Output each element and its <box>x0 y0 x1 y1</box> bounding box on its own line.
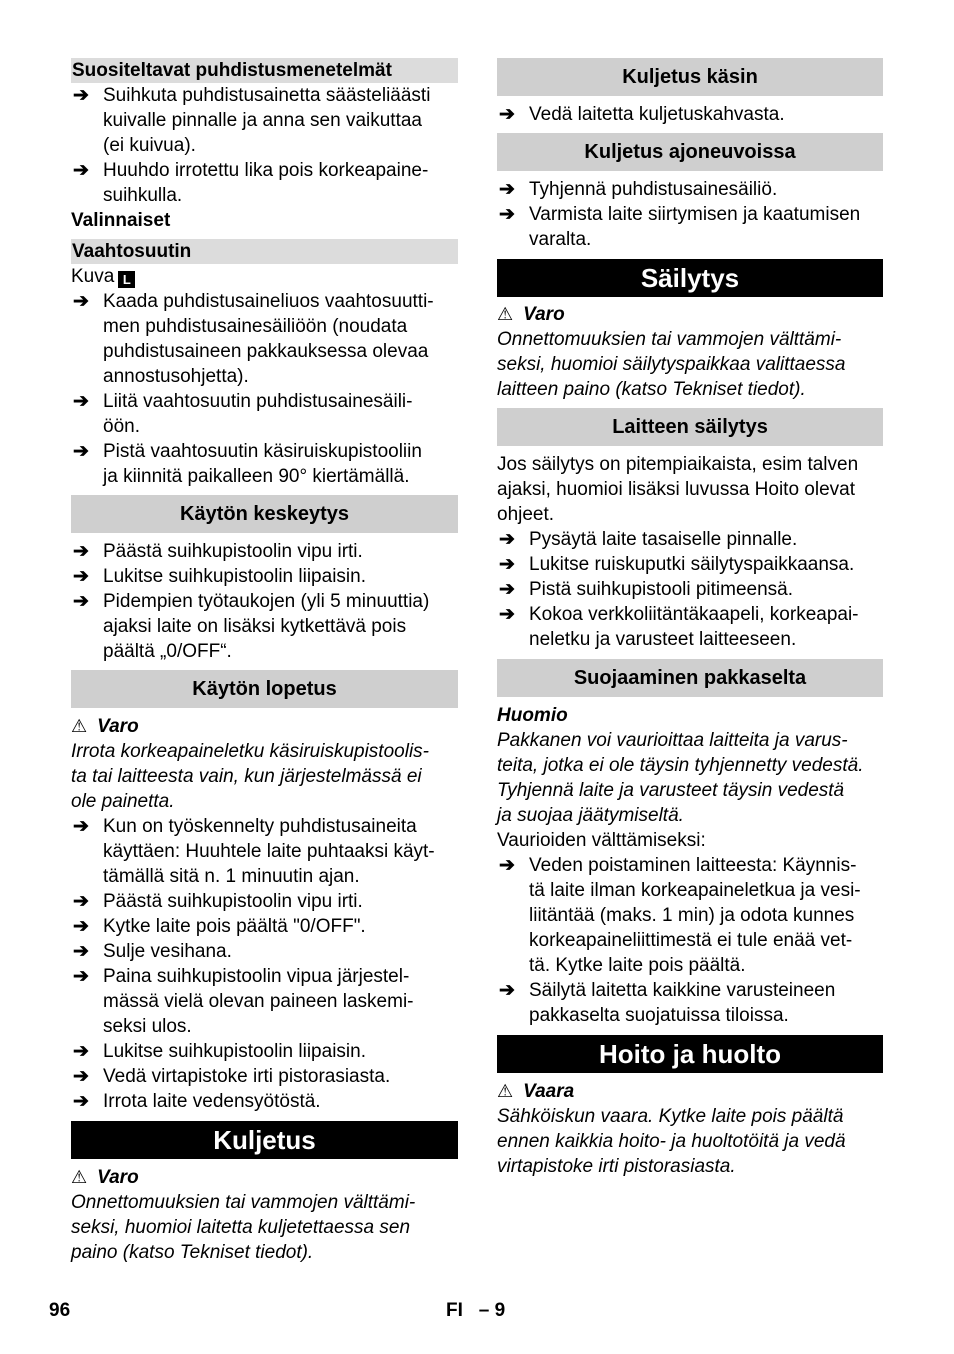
list-item-line: seksi ulos. <box>103 1016 192 1037</box>
list-item <box>71 539 458 564</box>
list-item-line: Liitä vaahtosuutin puhdistusainesäili- <box>103 391 413 412</box>
list-item-line: puhdistusaineen pakkauksessa olevaa <box>103 341 429 362</box>
list-item-line: käyttäen: Huuhtele laite puhtaaksi käyt- <box>103 841 435 862</box>
list-item <box>71 389 458 439</box>
care-warning-heading <box>497 1079 883 1104</box>
list-item-line: Pistä suihkupistooli pitimeensä. <box>529 579 794 600</box>
list-item <box>497 552 883 577</box>
list-item-line: Varmista laite siirtymisen ja kaatumisen <box>529 204 861 225</box>
subheading-optional: Valinnaiset <box>71 210 171 231</box>
section-heading-frost: Suojaaminen pakkaselta <box>497 659 883 697</box>
text-line: ole painetta. <box>71 791 175 812</box>
section-heading-foam: Vaahtosuutin <box>71 239 458 264</box>
list-item-line: Paina suihkupistoolin vipua järjestel- <box>103 966 410 987</box>
list-item-line: men puhdistusainesäiliöön (noudata <box>103 316 408 337</box>
warning-icon: ⚠ <box>71 716 88 736</box>
foam-list <box>71 289 458 489</box>
arrow-right-icon: ➔ <box>73 966 89 987</box>
list-item-line: Lukitse suihkupistoolin liipaisin. <box>103 1041 366 1062</box>
transport-warning-text <box>71 1190 458 1265</box>
stop-list <box>71 814 458 1114</box>
frost-note-text <box>497 728 883 828</box>
frost-list <box>497 853 883 1028</box>
list-item-line: Päästä suihkupistoolin vipu irti. <box>103 891 363 912</box>
page-number: 96 <box>49 1300 71 1321</box>
arrow-right-icon: ➔ <box>499 204 515 225</box>
chapter-heading-care: Hoito ja huolto <box>497 1035 883 1073</box>
list-item <box>497 527 883 552</box>
arrow-right-icon: ➔ <box>73 441 89 462</box>
arrow-right-icon: ➔ <box>499 104 515 125</box>
list-item <box>497 102 883 127</box>
list-item <box>71 964 458 1039</box>
text-line: Pakkanen voi vaurioittaa laitteita ja varus- <box>497 730 848 751</box>
list-item-line: Kun on työskennelty puhdistusaineita <box>103 816 417 837</box>
list-item-line: Pistä vaahtosuutin käsiruiskupistooliin <box>103 441 422 462</box>
section-heading-vehicle-transport: Kuljetus ajoneuvoissa <box>497 133 883 171</box>
list-item <box>497 577 883 602</box>
arrow-right-icon: ➔ <box>73 1066 89 1087</box>
section-heading-recommended: Suositeltavat puhdistusmenetelmät <box>71 58 458 83</box>
arrow-right-icon: ➔ <box>499 604 515 625</box>
device-storage-list <box>497 527 883 652</box>
list-item-line: Vedä laitetta kuljetuskahvasta. <box>529 104 785 125</box>
transport-warning-heading <box>71 1165 458 1190</box>
stop-warning-heading <box>71 714 458 739</box>
arrow-right-icon: ➔ <box>73 391 89 412</box>
arrow-right-icon: ➔ <box>73 941 89 962</box>
arrow-right-icon: ➔ <box>73 816 89 837</box>
right-column <box>497 58 883 1179</box>
list-item-line: öön. <box>103 416 140 437</box>
list-item-line: Kaada puhdistusaineliuos vaahtosuutti- <box>103 291 434 312</box>
storage-warning-heading <box>497 302 883 327</box>
text-line: paino (katso Tekniset tiedot). <box>71 1242 314 1263</box>
list-item <box>71 889 458 914</box>
list-item-line: Tyhjennä puhdistusainesäiliö. <box>529 179 778 200</box>
text-line: Onnettomuuksien tai vammojen välttämi- <box>71 1192 416 1213</box>
arrow-right-icon: ➔ <box>73 160 89 181</box>
text-line: Sähköiskun vaara. Kytke laite pois päältä <box>497 1106 844 1127</box>
list-item-line: Kokoa verkkoliitäntäkaapeli, korkeapai- <box>529 604 859 625</box>
arrow-right-icon: ➔ <box>499 554 515 575</box>
arrow-right-icon: ➔ <box>499 980 515 1001</box>
section-heading-stop: Käytön lopetus <box>71 670 458 708</box>
section-heading-device-storage: Laitteen säilytys <box>497 408 883 446</box>
arrow-right-icon: ➔ <box>499 529 515 550</box>
frost-note-heading: Huomio <box>497 705 568 726</box>
warning-icon: ⚠ <box>497 304 514 324</box>
list-item-line: Lukitse suihkupistoolin liipaisin. <box>103 566 366 587</box>
list-item <box>497 853 883 978</box>
language-page-indicator: FI – 9 <box>446 1300 506 1321</box>
arrow-right-icon: ➔ <box>73 291 89 312</box>
list-item-line: Päästä suihkupistoolin vipu irti. <box>103 541 363 562</box>
list-item-line: Säilytä laitetta kaikkine varusteineen <box>529 980 836 1001</box>
list-item <box>497 978 883 1028</box>
frost-intro: Vaurioiden välttämiseksi: <box>497 830 706 851</box>
text-line: ja suojaa jäätymiseltä. <box>497 805 684 826</box>
text-line: Tyhjennä laite ja varusteet täysin vedestä <box>497 780 845 801</box>
list-item-line: ja kiinnitä paikalleen 90° kiertämällä. <box>103 466 410 487</box>
list-item <box>71 1039 458 1064</box>
arrow-right-icon: ➔ <box>73 566 89 587</box>
list-item-line: annostusohjetta). <box>103 366 249 387</box>
list-item-line: (ei kuivua). <box>103 135 196 156</box>
list-item-line: neletku ja varusteet laitteeseen. <box>529 629 797 650</box>
chapter-heading-transport: Kuljetus <box>71 1121 458 1159</box>
list-item-line: Vedä virtapistoke irti pistorasiasta. <box>103 1066 391 1087</box>
text-line: virtapistoke irti pistorasiasta. <box>497 1156 736 1177</box>
list-item <box>71 914 458 939</box>
list-item-line: suihkulla. <box>103 185 183 206</box>
text-line: Irrota korkeapaineletku käsiruiskupistoolis- <box>71 741 429 762</box>
figure-label: Kuva <box>71 266 115 287</box>
care-warning-text <box>497 1104 883 1179</box>
list-item-line: Lukitse ruiskuputki säilytyspaikkaansa. <box>529 554 855 575</box>
list-item <box>71 939 458 964</box>
list-item-line: Veden poistaminen laitteesta: Käynnis- <box>529 855 857 876</box>
text-line: Onnettomuuksien tai vammojen välttämi- <box>497 329 842 350</box>
list-item <box>497 602 883 652</box>
list-item-line: liitäntää (maks. 1 min) ja odota kunnes <box>529 905 855 926</box>
arrow-right-icon: ➔ <box>73 541 89 562</box>
list-item-line: tämällä sitä n. 1 minuutin ajan. <box>103 866 360 887</box>
hand-transport-list <box>497 102 883 127</box>
text-line: ennen kaikkia hoito- ja huoltotöitä ja vedä <box>497 1131 846 1152</box>
section-heading-interrupt: Käytön keskeytys <box>71 495 458 533</box>
list-item-line: kuivalle pinnalle ja anna sen vaikuttaa <box>103 110 422 131</box>
figure-reference <box>71 264 458 289</box>
list-item <box>71 289 458 389</box>
arrow-right-icon: ➔ <box>73 85 89 106</box>
list-item <box>71 83 458 158</box>
list-item <box>71 1089 458 1114</box>
arrow-right-icon: ➔ <box>73 916 89 937</box>
interrupt-list <box>71 539 458 664</box>
list-item <box>71 589 458 664</box>
text-line: ohjeet. <box>497 504 555 525</box>
list-item-line: varalta. <box>529 229 592 250</box>
list-item <box>71 564 458 589</box>
list-item-line: Irrota laite vedensyötöstä. <box>103 1091 321 1112</box>
text-line: ajaksi, huomioi lisäksi luvussa Hoito olevat <box>497 479 855 500</box>
stop-warning-text <box>71 739 458 814</box>
list-item-line: korkeapaineliittimestä ei tule enää vet- <box>529 930 853 951</box>
list-item-line: tä laite ilman korkeapaineletkua ja vesi- <box>529 880 861 901</box>
list-item-line: mässä vielä olevan paineen laskemi- <box>103 991 414 1012</box>
recommended-list <box>71 83 458 208</box>
text-line: laitteen paino (katso Tekniset tiedot). <box>497 379 806 400</box>
list-item-line: ajaksi laite on lisäksi kytkettävä pois <box>103 616 407 637</box>
warning-icon: ⚠ <box>71 1167 88 1187</box>
list-item-line: pakkaselta suojatuissa tiloissa. <box>529 1005 789 1026</box>
device-storage-intro <box>497 452 883 527</box>
list-item-line: Pidempien työtaukojen (yli 5 minuuttia) <box>103 591 430 612</box>
section-heading-hand-transport: Kuljetus käsin <box>497 58 883 96</box>
text-line: seksi, huomioi laitetta kuljetettaessa sen <box>71 1217 411 1238</box>
list-item-line: tä. Kytke laite pois päältä. <box>529 955 746 976</box>
list-item-line: päältä „0/OFF“. <box>103 641 232 662</box>
warning-label: Varo <box>97 716 139 737</box>
list-item <box>497 202 883 252</box>
text-line: ta tai laitteesta vain, kun järjestelmässä ei <box>71 766 422 787</box>
list-item <box>71 1064 458 1089</box>
warning-label: Varo <box>523 304 565 325</box>
arrow-right-icon: ➔ <box>73 1091 89 1112</box>
text-line: teita, jotka ei ole täysin tyhjennetty vedestä. <box>497 755 864 776</box>
warning-label: Vaara <box>523 1081 575 1102</box>
arrow-right-icon: ➔ <box>73 1041 89 1062</box>
vehicle-transport-list <box>497 177 883 252</box>
list-item <box>71 439 458 489</box>
arrow-right-icon: ➔ <box>73 591 89 612</box>
arrow-right-icon: ➔ <box>499 855 515 876</box>
arrow-right-icon: ➔ <box>499 179 515 200</box>
figure-ref-badge: L <box>118 271 135 288</box>
list-item-line: Pysäytä laite tasaiselle pinnalle. <box>529 529 798 550</box>
list-item-line: Huuhdo irrotettu lika pois korkeapaine- <box>103 160 429 181</box>
text-line: seksi, huomioi säilytyspaikkaa valittaessa <box>497 354 846 375</box>
list-item-line: Suihkuta puhdistusainetta säästeliäästi <box>103 85 431 106</box>
arrow-right-icon: ➔ <box>73 891 89 912</box>
list-item-line: Sulje vesihana. <box>103 941 232 962</box>
storage-warning-text <box>497 327 883 402</box>
list-item-line: Kytke laite pois päältä "0/OFF". <box>103 916 366 937</box>
warning-label: Varo <box>97 1167 139 1188</box>
left-column <box>71 58 458 1265</box>
list-item <box>71 158 458 208</box>
chapter-heading-storage: Säilytys <box>497 259 883 297</box>
list-item <box>497 177 883 202</box>
list-item <box>71 814 458 889</box>
warning-icon: ⚠ <box>497 1081 514 1101</box>
text-line: Jos säilytys on pitempiaikaista, esim talven <box>497 454 859 475</box>
arrow-right-icon: ➔ <box>499 579 515 600</box>
